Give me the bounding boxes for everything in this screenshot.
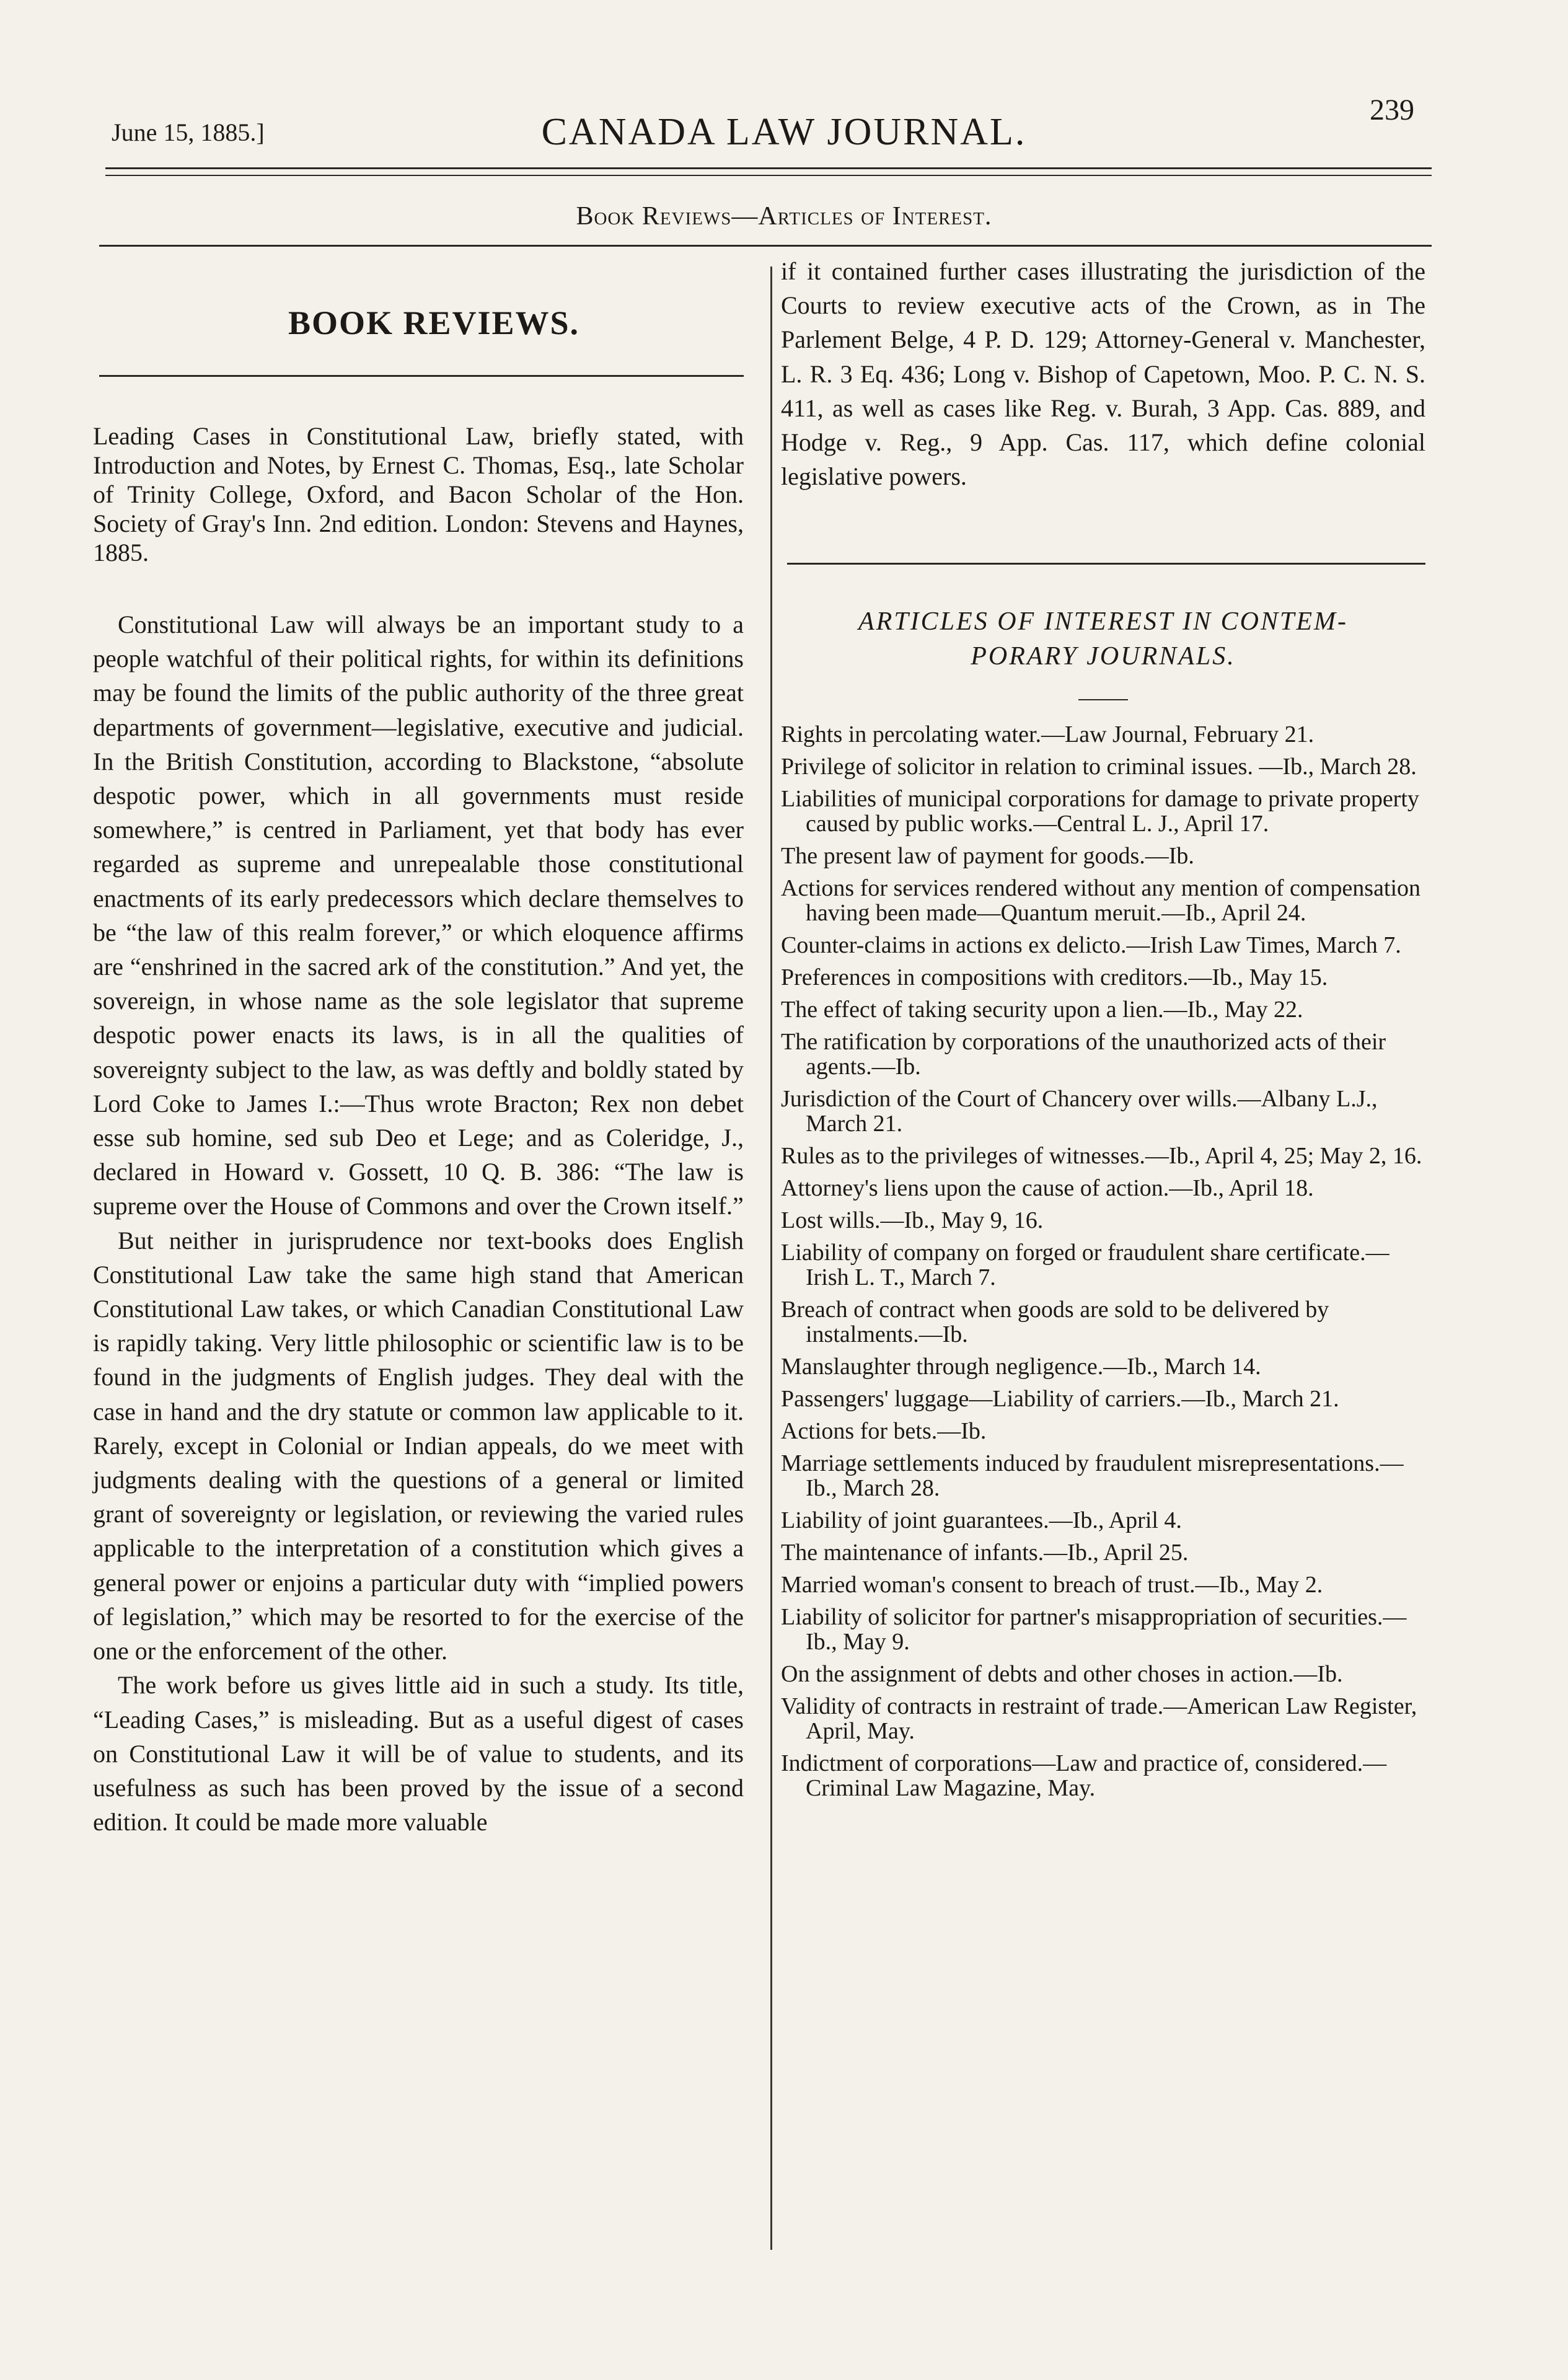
list-item: The present law of payment for goods.—Ib. — [781, 843, 1194, 869]
list-item: Preferences in compositions with creditors.—Ib., May 15. — [781, 964, 1328, 990]
articles-list — [781, 722, 1425, 1808]
articles-rule — [787, 563, 1425, 565]
review-paragraph: Constitutional Law will always be an important study to a people watchful of their political rights, for within its definitions may be found the limits of the public authority of the three great departments of government—legislative, executive and judicial. In the British Constitution, according to Blackstone, “absolute despotic power, which in all governments must reside somewhere,” is centred in Parliament, yet that body has ever regarded as supreme and unrepealable those constitutional enactments of its early predecessors which declare themselves to be “the law of this realm forever,” or which eloquence affirms are “enshrined in the sacred ark of the constitution.” And yet, the sovereign, in whose name as the sole legislator that supreme despotic power enacts its laws, is in all the qualities of sovereignty subject to the law, as was deftly and boldly stated by Lord Coke to James I.:—Thus wrote Bracton; Rex non debet esse sub homine, sed sub Deo et Lege; and as Coleridge, J., declared in Howard v. Gossett, 10 Q. B. 386: “The law is supreme over the House of Commons and over the Crown itself.” — [93, 610, 744, 1220]
list-item: Attorney's liens upon the cause of action.—Ib., April 18. — [781, 1175, 1314, 1201]
review-paragraph: But neither in jurisprudence nor text-books does English Constitutional Law take the same high stand that American Constitutional Law takes, or which Canadian Constitutional Law is rapidly taking. Very little philosophic or scientific law is to be found in the judgments of English judges. They deal with the case in hand and the dry statute or common law applicable to it. Rarely, except in Colonial or Indian appeals, do we meet with judgments dealing with the questions of a general or limited grant of sovereignty or legislation, or reviewing the varied rules applicable to the interpretation of a constitution which gives a general power or enjoins a particular duty with “implied powers of legislation,” which may be resorted to for the exercise of the one or the enforcement of the other. — [93, 1226, 744, 1665]
articles-heading-line1: ARTICLES OF INTEREST IN CONTEM- — [858, 607, 1348, 636]
column-divider — [770, 267, 772, 2250]
list-item: Manslaughter through negligence.—Ib., March 14. — [781, 1354, 1261, 1380]
issue-date: June 15, 1885.] — [112, 118, 265, 146]
list-item: Marriage settlements induced by fraudulent misrepresentations.—Ib., March 28. — [781, 1450, 1404, 1501]
list-item: Validity of contracts in restraint of trade.—American Law Register, April, May. — [781, 1693, 1417, 1744]
reviewed-book-citation: Leading Cases in Constitutional Law, briefly stated, with Introduction and Notes, by Ernest C. Thomas, Esq., late Scholar of Trinity College, Oxford, and Bacon Scholar of the Hon. Society of Gray's Inn. 2nd edition. London: Stevens and Haynes, 1885. — [93, 422, 744, 566]
list-item: Breach of contract when goods are sold to be delivered by instalments.—Ib. — [781, 1297, 1329, 1347]
list-item: Rules as to the privileges of witnesses.—Ib., April 4, 25; May 2, 16. — [781, 1143, 1422, 1169]
book-review-continuation — [781, 254, 1425, 493]
journal-title: CANADA LAW JOURNAL. — [541, 111, 1027, 153]
articles-heading-dash — [1078, 699, 1128, 700]
list-item: The maintenance of infants.—Ib., April 25. — [781, 1540, 1189, 1566]
header-rule-bottom — [105, 175, 1432, 176]
list-item: Counter-claims in actions ex delicto.—Irish Law Times, March 7. — [781, 932, 1401, 958]
list-item: Married woman's consent to breach of trust.—Ib., May 2. — [781, 1572, 1323, 1598]
list-item: The ratification by corporations of the unauthorized acts of their agents.—Ib. — [781, 1029, 1386, 1080]
list-item: The effect of taking security upon a lien.—Ib., May 22. — [781, 997, 1303, 1023]
list-item: Lost wills.—Ib., May 9, 16. — [781, 1207, 1044, 1233]
list-item: Indictment of corporations—Law and practice of, considered.—Criminal Law Magazine, May. — [781, 1750, 1387, 1801]
list-item: Liability of solicitor for partner's misappropriation of securities.—Ib., May 9. — [781, 1604, 1407, 1655]
review-continuation-text: if it contained further cases illustrating the jurisdiction of the Courts to review executive acts of the Crown, as in The Parlement Belge, 4 P. D. 129; Attorney-General v. Manchester, L. R. 3 Eq. 436; Long v. Bishop of Capetown, Moo. P. C. N. S. 411, as well as cases like Reg. v. Burah, 3 App. Cas. 889, and Hodge v. Reg., 9 App. Cas. 117, which define colonial legislative powers. — [781, 257, 1425, 491]
book-review-body — [93, 607, 744, 1839]
articles-heading-line2: PORARY JOURNALS. — [971, 642, 1236, 671]
list-item: Jurisdiction of the Court of Chancery over wills.—Albany L.J., March 21. — [781, 1086, 1378, 1137]
list-item: Actions for services rendered without any mention of compensation having been made—Quantum meruit.—Ib., April 24. — [781, 875, 1421, 926]
book-reviews-heading: BOOK REVIEWS. — [288, 304, 580, 342]
list-item: Rights in percolating water.—Law Journal, February 21. — [781, 721, 1315, 747]
section-heading: Book Reviews—Articles of Interest. — [576, 202, 992, 231]
section-rule — [99, 245, 1432, 247]
list-item: Liabilities of municipal corporations for damage to private property caused by public works.—Central L. J., April 17. — [781, 786, 1419, 837]
review-paragraph: The work before us gives little aid in such a study. Its title, “Leading Cases,” is misleading. But as a useful digest of cases on Constitutional Law it will be of value to students, and its usefulness as such has been proved by the issue of a second edition. It could be made more valuable — [93, 1671, 744, 1836]
book-reviews-rule — [99, 375, 744, 377]
header-rule-top — [105, 167, 1432, 169]
list-item: Liability of company on forged or fraudulent share certificate.—Irish L. T., March 7. — [781, 1240, 1390, 1290]
list-item: On the assignment of debts and other choses in action.—Ib. — [781, 1661, 1343, 1687]
list-item: Passengers' luggage—Liability of carriers.—Ib., March 21. — [781, 1386, 1339, 1412]
list-item: Actions for bets.—Ib. — [781, 1418, 987, 1444]
page-number: 239 — [1370, 94, 1414, 126]
list-item: Privilege of solicitor in relation to criminal issues. —Ib., March 28. — [781, 754, 1417, 780]
list-item: Liability of joint guarantees.—Ib., April 4. — [781, 1507, 1182, 1533]
articles-heading — [781, 604, 1425, 674]
